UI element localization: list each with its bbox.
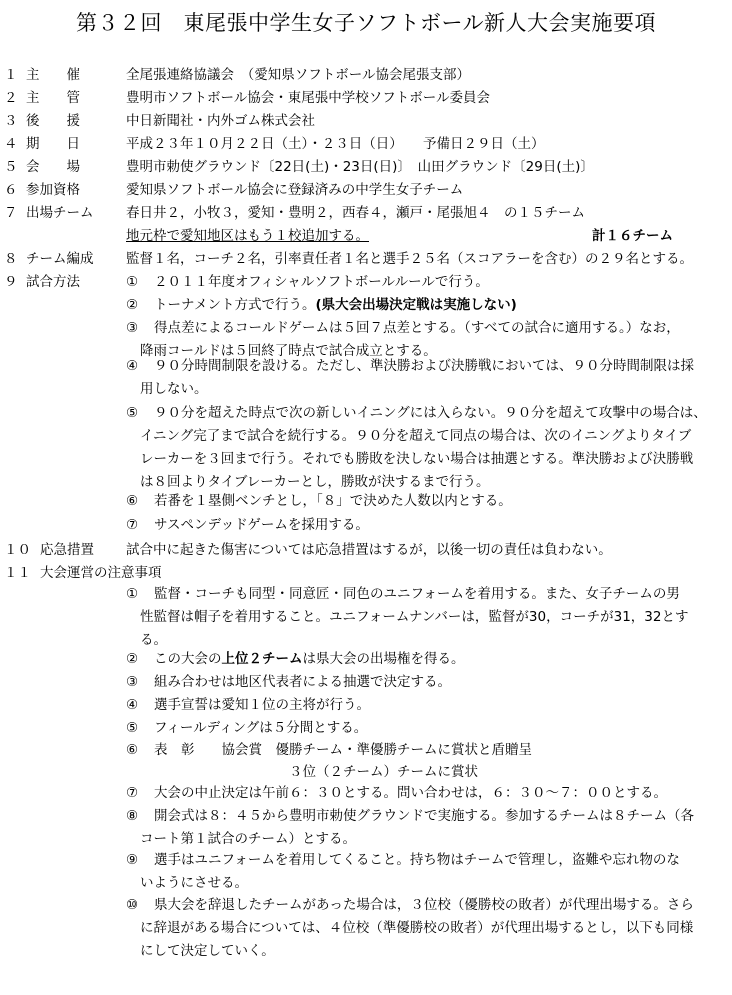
item-text: は県大会の出場権を得る。 <box>302 651 465 667</box>
item-text: フィールディングは５分間とする。 <box>154 720 368 736</box>
section-number: ９ <box>4 274 18 290</box>
local-slot-note: 地元枠で愛知地区はもう１校追加する。 <box>126 228 369 244</box>
item-text: 性監督は帽子を着用すること。ユニフォームナンバーは，監督が30，コーチが31，32とす <box>140 609 689 625</box>
section-number: １ <box>4 67 18 83</box>
item-text: サスペンデッドゲームを採用する。 <box>154 517 369 533</box>
item-text: 用しない。 <box>140 381 208 397</box>
section-label: 会 場 <box>26 159 80 175</box>
item-marker: ⑩ <box>126 897 139 913</box>
item-text: トーナメント方式で行う。 <box>154 297 316 313</box>
section-number: ４ <box>4 136 18 152</box>
item-marker: ⑤ <box>126 720 139 736</box>
item-marker: ⑤ <box>126 405 139 421</box>
section-content: 試合中に起きた傷害については応急措置はするが，以後一切の責任は負わない。 <box>126 542 612 558</box>
section-number: ３ <box>4 113 18 129</box>
item-text: ９０分時間制限を設ける。ただし、準決勝および決勝戦においては、９０分時間制限は採 <box>154 358 694 374</box>
item-marker: ④ <box>126 358 139 374</box>
section-number: ８ <box>4 251 18 267</box>
item-text: 選手はユニフォームを着用してくること。持ち物はチームで管理し，盗難や忘れ物のな <box>154 852 680 868</box>
section-label: 後 援 <box>26 113 80 129</box>
section-content: 中日新聞社・内外ゴム株式会社 <box>126 113 315 129</box>
item-text: ２０１１年度オフィシャルソフトボールルールで行う。 <box>154 274 489 290</box>
item-text: 大会の中止決定は午前６：３０とする。問い合わせは，６：３０〜７：００とする。 <box>154 785 667 801</box>
section-label: 応急措置 <box>40 542 94 558</box>
item-bold-text: 上位２チーム <box>221 651 303 667</box>
item-marker: ① <box>126 586 139 602</box>
item-text: にして決定していく。 <box>140 943 275 959</box>
item-marker: ⑥ <box>126 493 139 509</box>
item-marker: ④ <box>126 697 139 713</box>
item-text: は８回よりタイブレーカーとし，勝敗が決するまで行う。 <box>140 474 490 490</box>
section-content: 愛知県ソフトボール協会に登録済みの中学生女子チーム <box>126 182 464 198</box>
item-text: イニング完了まで試合を続行する。９０分を超えて同点の場合は、次のイニングよりタイブ <box>140 428 692 444</box>
section-label: 出場チーム <box>26 205 94 221</box>
item-bold-text: (県大会出場決定戦は実施しない) <box>315 297 517 313</box>
item-marker: ⑥ <box>126 742 139 758</box>
item-text-wrap <box>154 648 724 671</box>
section-label: 主 催 <box>26 67 80 83</box>
item-text: に辞退がある場合については、４位校（準優勝校の敗者）が代理出場するとし，以下も同様 <box>140 920 694 936</box>
item-marker: ③ <box>126 674 139 690</box>
section-content: 豊明市ソフトボール協会・東尾張中学校ソフトボール委員会 <box>126 90 490 106</box>
section-label: チーム編成 <box>26 251 94 267</box>
item-marker: ① <box>126 274 139 290</box>
item-text: 開会式は８：４５から豊明市勅使グラウンドで実施する。参加するチームは８チーム（各 <box>154 808 694 824</box>
item-marker: ⑧ <box>126 808 139 824</box>
section-number: ５ <box>4 159 18 175</box>
section-label: 期 日 <box>26 136 80 152</box>
item-marker: ② <box>126 297 139 313</box>
section-number: ６ <box>4 182 18 198</box>
section-number: ７ <box>4 205 18 221</box>
item-text: 降雨コールドは５回終了時点で試合成立とする。 <box>140 343 437 359</box>
section-content: 豊明市勅使グラウンド〔22日(土)・23日(日)〕 山田グラウンド〔29日(土)〕 <box>126 159 594 175</box>
section-number: １１ <box>4 565 31 581</box>
item-text: 組み合わせは地区代表者による抽選で決定する。 <box>154 674 451 690</box>
section-content: 監督１名，コーチ２名，引率責任者１名と選手２５名（スコアラーを含む）の２９名とする。 <box>126 251 693 267</box>
item-text: る。 <box>140 632 167 648</box>
team-total: 計１６チーム <box>592 228 673 244</box>
item-text-wrap <box>154 294 724 317</box>
item-text: 県大会を辞退したチームがあった場合は，３位校（優勝校の敗者）が代理出場する。さら <box>154 897 694 913</box>
item-marker: ⑦ <box>126 785 139 801</box>
item-text: 監督・コーチも同型・同意匠・同色のユニフォームを着用する。また、女子チームの男 <box>154 586 680 602</box>
section-content: 春日井２，小牧３，愛知・豊明２，西春４，瀬戸・尾張旭４ の１５チーム <box>126 205 585 221</box>
item-text: ３位（２チーム）チームに賞状 <box>154 764 478 780</box>
section-number: ２ <box>4 90 18 106</box>
section-content: 平成２３年１０月２２日（土）・２３日（日） 予備日２９日（土） <box>126 136 545 152</box>
item-text: 選手宣誓は愛知１位の主将が行う。 <box>154 697 370 713</box>
item-text: いようにさせる。 <box>140 875 248 891</box>
item-marker: ⑦ <box>126 517 139 533</box>
section-label: 主 管 <box>26 90 80 106</box>
item-marker: ② <box>126 651 139 667</box>
section-label: 参加資格 <box>26 182 80 198</box>
item-text: コート第１試合のチーム）とする。 <box>140 831 356 847</box>
section-label: 大会運営の注意事項 <box>40 565 162 581</box>
item-marker: ⑨ <box>126 852 139 868</box>
section-label: 試合方法 <box>26 274 80 290</box>
item-text: この大会の <box>154 651 222 667</box>
page-title: 第３２回 東尾張中学生女子ソフトボール新人大会実施要項 <box>75 11 657 35</box>
item-text: レーカーを３回まで行う。それでも勝敗を決しない場合は抽選とする。準決勝および決勝戦 <box>140 451 694 467</box>
section-number: １０ <box>4 542 31 558</box>
item-text: 表 彰 協会賞 優勝チーム・準優勝チームに賞状と盾贈呈 <box>154 742 532 758</box>
item-marker: ③ <box>126 320 139 336</box>
section-content: 全尾張連絡協議会 （愛知県ソフトボール協会尾張支部） <box>126 67 470 83</box>
item-text: 若番を１塁側ベンチとし，「８」で決めた人数以内とする。 <box>154 493 512 509</box>
item-text: ９０分を超えた時点で次の新しいイニングには入らない。９０分を超えて攻撃中の場合は、 <box>154 405 707 421</box>
item-text: 得点差によるコールドゲームは５回７点差とする。（すべての試合に適用する。）なお， <box>154 320 680 336</box>
